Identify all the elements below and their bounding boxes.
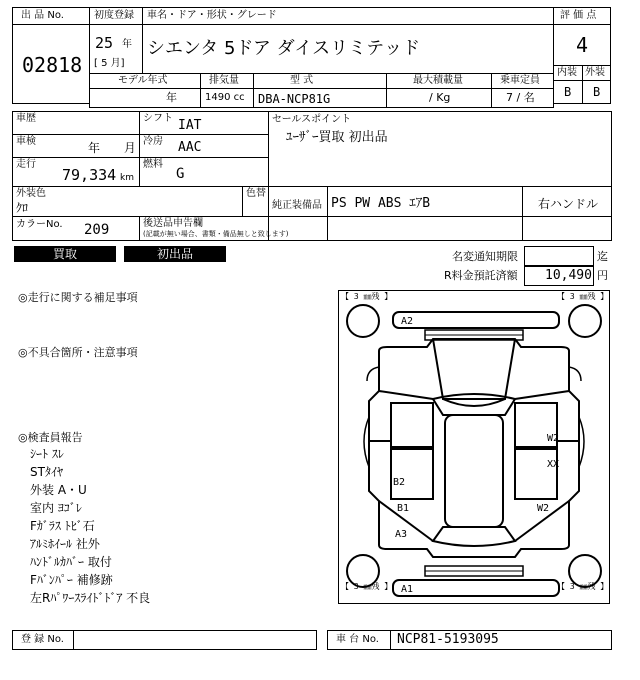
roof-shape <box>445 415 503 527</box>
tire-front-left-icon <box>347 305 379 337</box>
docs-label: 後送品申告欄 <box>143 218 203 229</box>
lot-label-cell <box>12 7 90 25</box>
grade-value: 4 <box>576 33 589 57</box>
badge-purchase: 買取 <box>14 246 116 262</box>
report-line: ｼｰﾄ ｽﾚ <box>30 447 64 461</box>
ext-color-label: 外装色 <box>16 188 46 199</box>
model-year-label: モデル年式 <box>118 75 168 86</box>
displacement-label-cell <box>200 73 254 89</box>
equipment-value: PS PW ABS ｴｱB <box>331 196 431 211</box>
color-no-value: 209 <box>84 222 110 238</box>
chassis-label: 車 台 No. <box>336 634 379 645</box>
mileage-unit: km <box>120 173 134 183</box>
model-value: DBA-NCP81G <box>258 92 331 106</box>
exterior-value: B <box>593 85 601 99</box>
vehicle-label-cell <box>142 7 554 25</box>
year-unit: 年 <box>122 39 132 50</box>
lot-number-cell <box>12 24 90 104</box>
fuel-value: G <box>176 166 185 182</box>
recycle-value-cell <box>524 266 594 286</box>
defects-remarks-title: ◎不具合箇所・注意事項 <box>18 346 138 359</box>
grade-label-cell <box>553 7 611 25</box>
report-line: 左Rﾊﾟﾜｰｽﾗｲﾄﾞﾄﾞｱ 不良 <box>30 591 151 605</box>
shift-value: IAT <box>178 118 202 133</box>
sales-point-label: セールスポイント <box>272 114 352 125</box>
recycle-value: 10,490 <box>545 268 592 283</box>
history-label: 車歴 <box>16 113 36 124</box>
inspector-report-list <box>30 446 150 608</box>
displacement-value-cell <box>200 88 254 108</box>
tire-tread-rear-right: 【 3 ㎜残 】 <box>557 582 609 591</box>
equipment-label: 純正装備品 <box>272 200 322 211</box>
report-line: 外装 A・U <box>30 483 87 497</box>
notice-unit: 迄 <box>597 250 608 263</box>
interior-value-cell <box>553 80 583 104</box>
damage-mark-a1: A1 <box>401 584 414 595</box>
report-line: STﾀｲﾔ <box>30 465 63 479</box>
inspection-value: 年 月 <box>88 141 136 155</box>
color-no-label: カラーNo. <box>16 219 63 230</box>
badge-first-listing: 初出品 <box>124 246 226 262</box>
report-line: ｱﾙﾐﾎｲｰﾙ 社外 <box>30 537 100 551</box>
steering-value: 右ハンドル <box>538 197 599 211</box>
interior-label: 内装 <box>557 67 577 78</box>
tire-tread-front-left: 【 3 ㎜残 】 <box>341 292 393 301</box>
notice-value-cell <box>524 246 594 266</box>
model-value-cell <box>253 88 387 108</box>
recycle-label: R料金預託済額 <box>444 269 518 282</box>
ac-value: AAC <box>178 140 202 155</box>
inspection-label: 車検 <box>16 136 36 147</box>
exterior-value-cell <box>582 80 611 104</box>
report-line: ﾊﾝﾄﾞﾙｶﾊﾞｰ 取付 <box>30 555 112 569</box>
chassis-value: NCP81-5193095 <box>397 632 499 647</box>
first-reg-year: 25 <box>95 34 114 52</box>
lot-label: 出 品 No. <box>21 10 64 21</box>
vehicle-name-cell <box>142 24 554 74</box>
shift-label: シフト <box>143 113 173 124</box>
capacity-label-cell <box>491 73 554 89</box>
grade-value-cell <box>553 24 611 66</box>
inspector-report-title: ◎検査員報告 <box>18 431 83 444</box>
tire-tread-rear-left: 【 3 ㎜残 】 <box>341 582 393 591</box>
max-load-label: 最大積載量 <box>413 75 463 86</box>
chassis-value-cell <box>390 630 612 650</box>
driving-remarks-title: ◎走行に関する補足事項 <box>18 291 138 304</box>
damage-mark-a3: A3 <box>395 529 408 540</box>
damage-mark-b2: B2 <box>393 477 406 488</box>
notice-label: 名変通知期限 <box>452 250 518 263</box>
interior-value: B <box>564 85 572 99</box>
report-line: Fﾊﾞﾝﾊﾟｰ 補修跡 <box>30 573 113 587</box>
grade-label: 評 価 点 <box>560 10 597 21</box>
capacity-label: 乗車定員 <box>500 75 540 86</box>
mileage-label: 走行 <box>16 159 36 170</box>
model-year-value-cell <box>89 88 201 108</box>
damage-mark-a2: A2 <box>401 316 414 327</box>
tire-tread-front-right: 【 3 ㎜残 】 <box>557 292 609 301</box>
mileage-value: 79,334 <box>62 166 117 184</box>
color-change-label: 色替 <box>246 188 266 199</box>
damage-mark-b1: B1 <box>397 503 410 514</box>
fuel-label: 燃料 <box>143 159 163 170</box>
model-year-value: 年 <box>166 91 177 104</box>
ac-label: 冷房 <box>143 136 163 147</box>
damage-mark-xx: XX <box>547 459 560 470</box>
chassis-label-cell <box>327 630 391 650</box>
max-load-label-cell <box>386 73 492 89</box>
docs-note: (記載が無い場合、書類・備品無しと致します) <box>143 230 289 238</box>
exterior-label-cell <box>582 65 611 81</box>
model-label-cell <box>253 73 387 89</box>
ext-color-value: ｸﾛ <box>16 201 29 215</box>
first-reg-month: [ 5 月] <box>94 58 125 69</box>
sales-point-value: ﾕｰｻﾞｰ買取 初出品 <box>286 130 388 145</box>
interior-label-cell <box>553 65 583 81</box>
first-reg-label-cell <box>89 7 143 25</box>
reg-no-value-cell <box>73 630 317 650</box>
max-load-value-cell <box>386 88 492 108</box>
report-line: Fｶﾞﾗｽ ﾄﾋﾞ石 <box>30 519 95 533</box>
model-year-label-cell <box>89 73 201 89</box>
first-reg-label: 初度登録 <box>94 10 134 21</box>
reg-no-label: 登 録 No. <box>21 634 64 645</box>
model-label: 型 式 <box>290 75 314 86</box>
vehicle-label: 車名・ドア・形状・グレード <box>147 10 277 21</box>
reg-no-label-cell <box>12 630 74 650</box>
capacity-value-cell <box>491 88 554 108</box>
capacity-value: 7 / 名 <box>506 91 535 104</box>
displacement-value: 1490 cc <box>205 92 245 103</box>
exterior-label: 外装 <box>585 67 605 78</box>
front-bumper-shape <box>393 312 559 328</box>
vehicle-name: シエンタ 5ドア ダイスリミテッド <box>147 38 421 59</box>
damage-mark-w2-right: W2 <box>537 503 550 514</box>
max-load-value: / Kg <box>429 91 451 104</box>
car-diagram <box>339 291 609 603</box>
car-diagram-frame <box>338 290 610 604</box>
rear-bumper-shape <box>393 580 559 596</box>
displacement-label: 排気量 <box>209 75 239 86</box>
report-line: 室内 ﾖｺﾞﾚ <box>30 501 82 515</box>
tire-front-right-icon <box>569 305 601 337</box>
lot-number: 02818 <box>22 53 83 77</box>
first-reg-value-cell <box>89 24 143 74</box>
recycle-unit: 円 <box>597 269 608 282</box>
damage-mark-w2-top: W2 <box>547 433 560 444</box>
